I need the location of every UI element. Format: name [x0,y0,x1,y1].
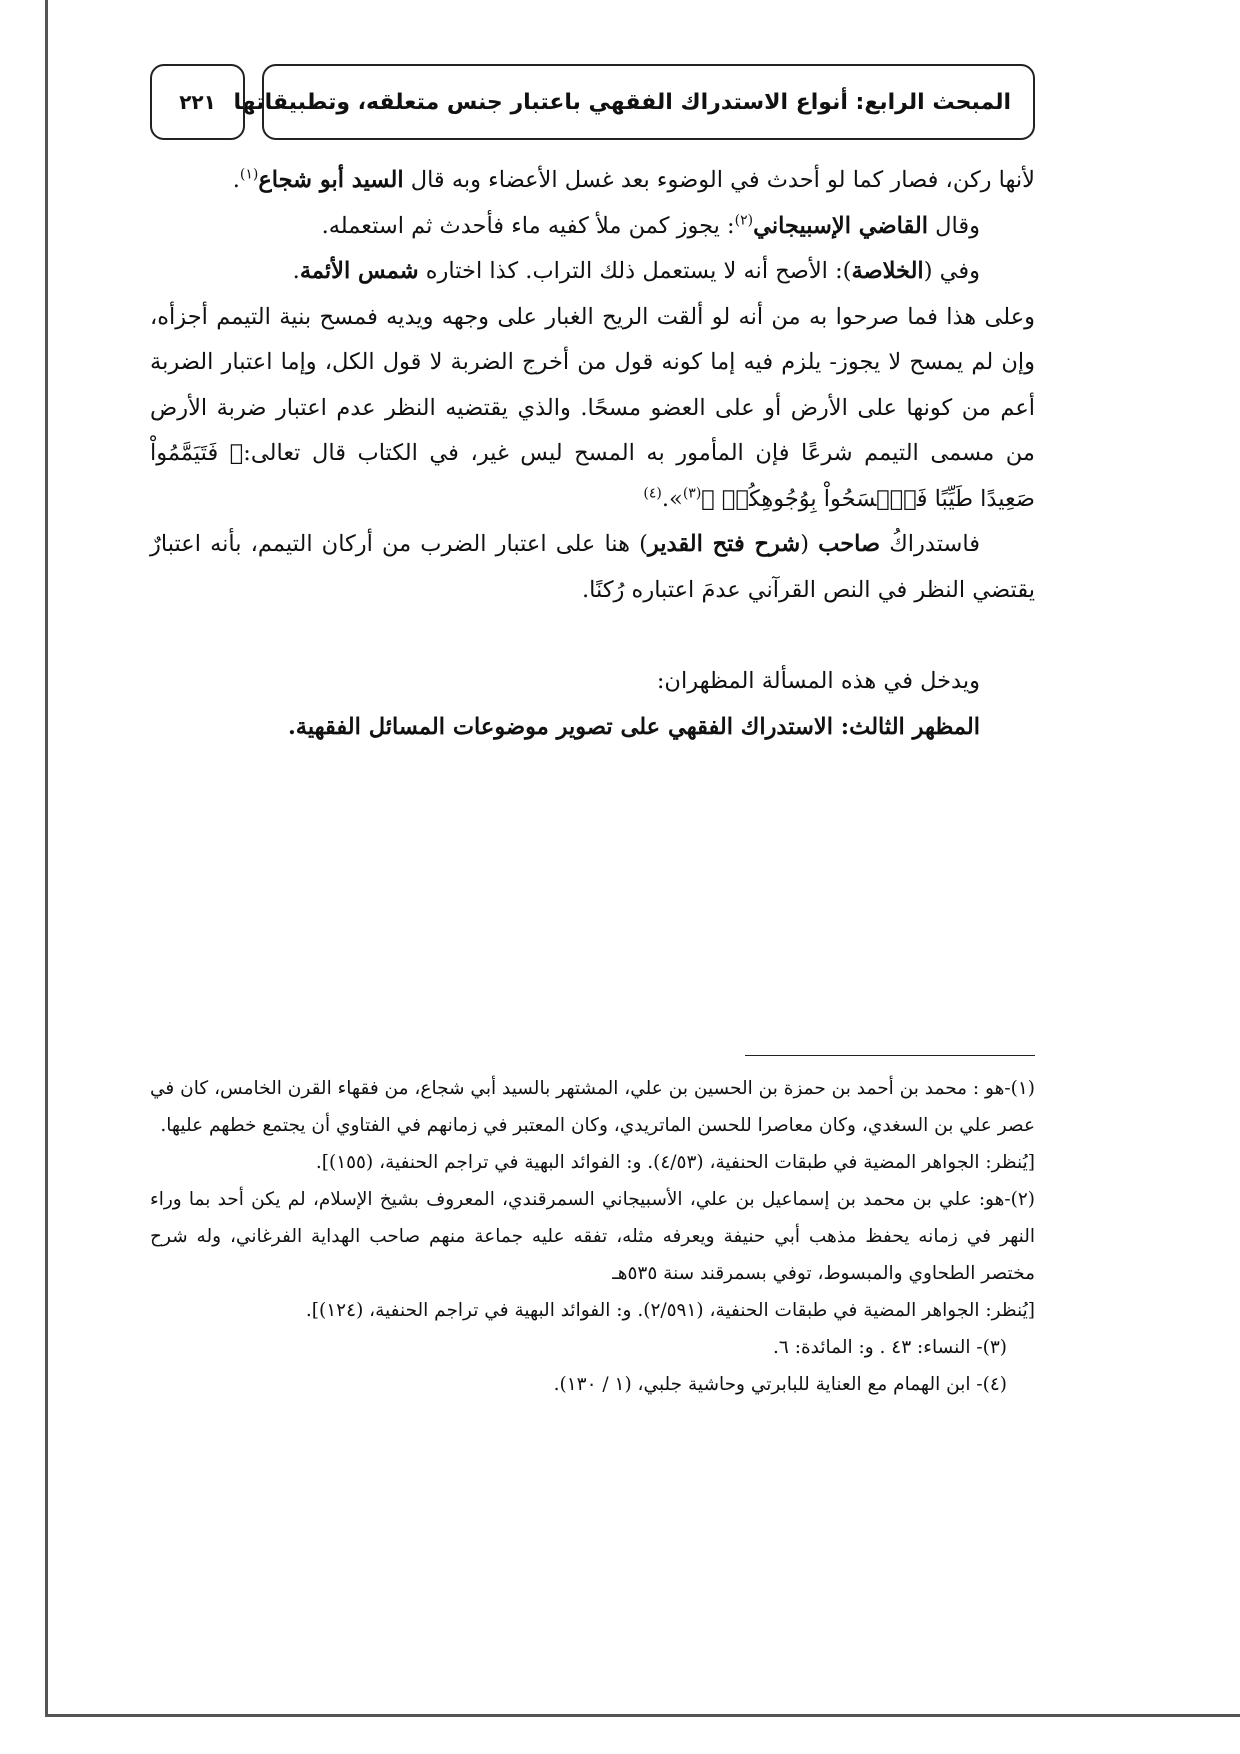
footnote-ref-1: (١) [239,166,259,183]
paragraph-3: وفي (الخلاصة): الأصح أنه لا يستعمل ذلك التراب. كذا اختاره شمس الأئمة. [292,258,980,284]
footnote-2-reference: [يُنظر: الجواهر المضية في طبقات الحنفية، (٢/٥٩١). و: الفوائد البهية في تراجم الحنفية، (١٢٤)]. [305,1300,1035,1321]
footnote-4: (٤)- ابن الهمام مع العناية للبابرتي وحاشية جلبي، (١ / ١٣٠). [553,1374,1007,1395]
footnote-ref-3: (٣) [682,485,702,501]
book-fath-al-qadir: شرح فتح القدير [647,531,801,557]
name-sahib: صاحب [818,531,881,557]
section-heading-third: المظهر الثالث: الاستدراك الفقهي على تصوير موضوعات المسائل الفقهية. [287,713,980,740]
page-frame-left [45,0,48,1716]
paragraph-6: ويدخل في هذه المسألة المظهران: [656,668,980,694]
page-number-box [150,64,245,140]
quran-verse: ﴿ فَتَيَمَّمُواْ صَعِيدًا طَيِّبًا فَٱمۡسَحُواْ بِوُجُوهِكُمۡ ﴾ [150,440,1035,512]
page-frame-bottom [45,1714,1240,1717]
paragraph-2: وقال القاضي الإسبيجاني$^{(٢)}$: يجوز كمن ملأ كفيه ماء فأحدث ثم استعمله. [321,212,980,239]
book-khulasa: الخلاصة [851,258,924,284]
footnote-1-reference: [يُنظر: الجواهر المضية في طبقات الحنفية، (٤/٥٣). و: الفوائد البهية في تراجم الحنفية، (١٥٥)]. [315,1152,1035,1173]
footnote-3: (٣)- النساء: ٤٣ . و: المائدة: ٦. [773,1337,1007,1358]
footnote-1: (١)-هو : محمد بن أحمد بن حمزة بن الحسين بن علي، المشتهر بالسيد أبي شجاع، من فقهاء القرن الخامس، كان في عصر علي بن السغدي، وكان معاصرا للحسن الماتريدي، وكان المعتبر في زمانهم في الفتاوي أن يجتمع خطهم عليها. [150,1078,1035,1136]
footnote-ref-2: (٢) [734,212,754,228]
footnote-separator [745,1055,1035,1056]
name-sayyid-abu-shuja: السيد أبو شجاع [258,167,404,193]
main-text [150,158,1035,750]
paragraph-5: فاستدراكُ صاحب (شرح فتح القدير) هنا على اعتبار الضرب من أركان التيمم، بأنه اعتبارٌ يقتضي النظر في النص القرآني عدمَ اعتباره رُكنًا. [150,531,1035,603]
name-shams-al-aimma: شمس الأئمة [299,258,419,284]
footnotes [150,1070,1035,1403]
paragraph-4: وعلى هذا فما صرحوا به من أنه لو ألقت الريح الغبار على وجهه ويديه فمسح بنية التيمم أجزأه، وإن لم يمسح لا يجوز- يلزم فيه إما كونه قول من أخرج الضربة لا قول الكل، وإما اعتبار الضربة أعم من كونها على الأرض أو على العضو مسحًا. والذي يقتضيه النظر عدم اعتبار ضربة الأرض من مسمى التيمم شرعًا فإن المأمور به المسح ليس غير، في الكتاب قال تعالى:﴿ فَتَيَمَّمُواْ صَعِيدًا طَيِّبًا فَٱمۡسَحُواْ بِوُجُوهِكُمۡ ﴾$^{(٣)}$».$^{(٤)}$ [150,303,1035,512]
header-title: المبحث الرابع: أنواع الاستدراك الفقهي باعتبار جنس متعلقه، وتطبيقاتها [233,89,1011,115]
running-header [233,64,1035,140]
paragraph-1: لأنها ركن، فصار كما لو أحدث في الوضوء بعد غسل الأعضاء وبه قال السيد أبو شجاع$^{(١)}$. [232,166,1035,193]
footnote-ref-4: (٤) [643,485,662,501]
footnote-2: (٢)-هو: علي بن محمد بن إسماعيل بن علي، الأسبيجاني السمرقندي، المعروف بشيخ الإسلام، لم يكن أحد بما وراء النهر في زمانه يحفظ مذهب أبي حنيفة ويعرفه مثله، تفقه عليه جماعة منهم صاحب الهداية الفرغاني، وله شرح مختصر الطحاوي والمبسوط، توفي بسمرقند سنة ٥٣٥هـ [150,1189,1035,1284]
name-qadi-isbijani: القاضي الإسبيجاني [753,212,929,239]
page-number: ٢٢١ [179,90,216,114]
